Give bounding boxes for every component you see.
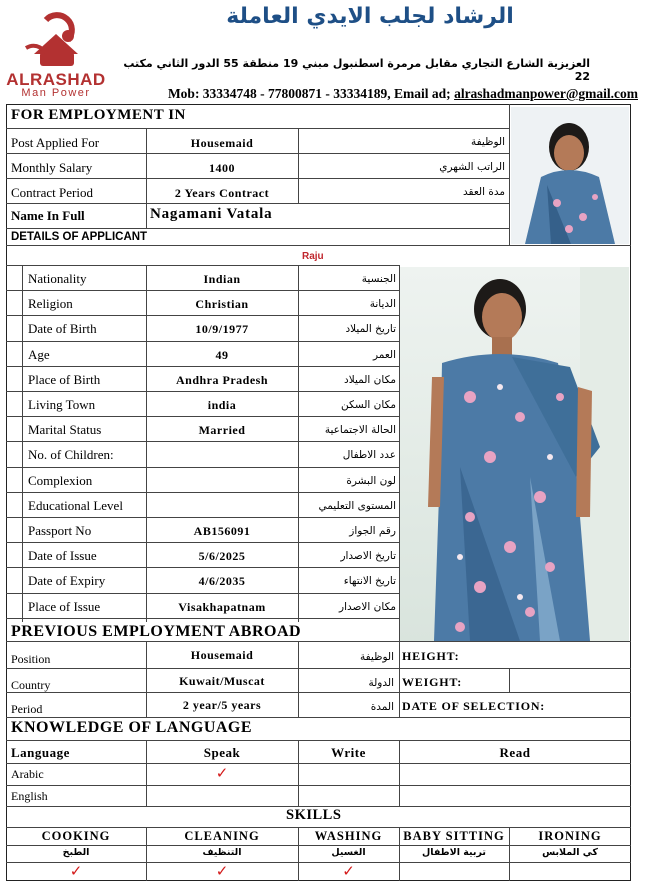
applicant-label: Date of Expiry — [28, 573, 106, 588]
name-value: Nagamani Vatala — [150, 206, 273, 222]
applicant-label: Nationality — [28, 271, 87, 286]
grid-line-h — [6, 265, 400, 266]
grid-line-v — [509, 668, 510, 692]
applicant-photo-large — [400, 267, 629, 641]
grid-line-h — [6, 618, 400, 619]
applicant-label-ar: تاريخ الانتهاء — [343, 575, 396, 587]
previous-value: Kuwait/Muscat — [179, 674, 265, 688]
applicant-value: Visakhapatnam — [178, 600, 266, 614]
applicant-label: Marital Status — [28, 422, 102, 437]
agent-name: Raju — [302, 251, 324, 262]
employment-label-ar: الوظيفة — [470, 136, 505, 148]
company-address-arabic: العزيزية الشارع التجاري مقابل مرمرة اسطنبول مبني 19 منطقة 55 الدور الثاني مكتب 22 — [123, 57, 590, 83]
previous-label: Position — [11, 652, 51, 666]
skill-name-ar: الغسيل — [331, 847, 366, 858]
employment-value: 2 Years Contract — [174, 186, 270, 200]
grid-line-v — [146, 265, 147, 622]
skill-name-ar: التنظيف — [202, 847, 242, 858]
grid-line-h — [6, 391, 400, 392]
previous-label: Country — [11, 678, 51, 692]
grid-line-h — [6, 517, 400, 518]
logo-name: ALRASHAD — [6, 70, 106, 89]
applicant-label-ar: العمر — [372, 349, 396, 361]
grid-line-v — [22, 265, 23, 622]
portrait-large-image — [400, 267, 629, 641]
employment-label-ar: الراتب الشهري — [439, 161, 505, 173]
contact-line — [118, 86, 638, 102]
grid-line-h — [6, 203, 509, 204]
contact-phones: Mob: 33334748 - 77800871 - 33334189, Email ad; — [167, 86, 455, 101]
applicant-value: 10/9/1977 — [195, 322, 249, 336]
grid-line-h — [6, 290, 400, 291]
grid-line-h — [6, 845, 631, 846]
applicant-label: Date of Issue — [28, 548, 97, 563]
grid-line-h — [6, 153, 509, 154]
employment-heading: FOR EMPLOYMENT IN — [11, 107, 186, 123]
employment-value: Housemaid — [190, 136, 254, 150]
previous-label-ar: الوظيفة — [359, 651, 394, 663]
grid-line-h — [6, 128, 509, 129]
applicant-value: Indian — [203, 272, 241, 286]
applicant-label: No. of Children: — [28, 447, 114, 462]
skills-heading: SKILLS — [286, 807, 342, 823]
applicant-label-ar: مكان الاصدار — [339, 601, 396, 613]
grid-line-h — [6, 315, 400, 316]
previous-value: Housemaid — [190, 648, 254, 662]
employment-value: 1400 — [209, 161, 235, 175]
grid-line-h — [6, 492, 400, 493]
grid-line-v — [509, 104, 510, 245]
skill-name: WASHING — [314, 829, 383, 843]
language-column-header: Write — [331, 745, 366, 760]
grid-line-h — [6, 416, 400, 417]
skill-check-icon: ✓ — [342, 862, 355, 880]
language-column-header: Read — [499, 745, 531, 760]
skill-name: IRONING — [538, 829, 602, 843]
grid-line-h — [6, 542, 400, 543]
grid-line-h — [6, 228, 509, 229]
applicant-label-ar: الديانة — [369, 298, 396, 310]
applicant-label-ar: عدد الاطفال — [342, 449, 396, 461]
language-column-header: Speak — [203, 745, 241, 760]
grid-line-h — [6, 763, 631, 764]
skill-name-ar: الطبخ — [62, 847, 90, 858]
applicant-label-ar: تاريخ الميلاد — [345, 323, 396, 335]
portrait-small-image — [511, 107, 629, 244]
skill-name-ar: كي الملابس — [542, 847, 598, 858]
applicant-label: Age — [28, 347, 50, 362]
language-name: English — [11, 789, 48, 803]
applicant-value: Christian — [195, 297, 249, 311]
applicant-label: Place of Issue — [28, 599, 101, 614]
grid-line-v — [399, 641, 400, 717]
skill-check-icon: ✓ — [215, 862, 229, 880]
grid-line-h — [6, 467, 400, 468]
previous-label-ar: المدة — [370, 701, 394, 713]
grid-line-h — [6, 717, 631, 718]
previous-value: 2 year/5 years — [182, 698, 262, 712]
grid-line-v — [298, 128, 299, 203]
grid-line-h — [6, 862, 631, 863]
applicant-label-ar: المستوى التعليمي — [318, 500, 396, 512]
grid-line-h — [6, 740, 631, 741]
skill-check-icon: ✓ — [69, 862, 83, 880]
applicant-value: india — [207, 398, 237, 412]
contact-email[interactable]: alrashadmanpower@gmail.com — [454, 86, 638, 101]
applicant-value: 4/6/2035 — [198, 574, 246, 588]
company-title-arabic: الرشاد لجلب الايدي العاملة — [226, 4, 514, 29]
grid-line-h — [6, 341, 400, 342]
applicant-label: Religion — [28, 296, 73, 311]
applicant-label: Educational Level — [28, 498, 123, 513]
language-name: Arabic — [11, 767, 44, 781]
skill-name: BABY SITTING — [403, 829, 505, 843]
grid-line-h — [6, 692, 631, 693]
applicant-value: Married — [198, 423, 246, 437]
grid-line-h — [6, 178, 509, 179]
applicant-label: Place of Birth — [28, 372, 101, 387]
applicant-value: AB156091 — [193, 524, 251, 538]
applicant-label-ar: الجنسية — [361, 273, 396, 285]
skill-name-ar: تربية الاطفال — [422, 847, 486, 858]
name-label: Name In Full — [11, 208, 85, 223]
employment-label: Post Applied For — [11, 135, 100, 150]
applicant-label: Date of Birth — [28, 321, 97, 336]
grid-line-h — [6, 567, 400, 568]
grid-line-h — [6, 827, 631, 828]
employment-label: Contract Period — [11, 185, 93, 200]
grid-line-h — [6, 441, 400, 442]
employment-label-ar: مدة العقد — [463, 186, 505, 198]
applicant-label-ar: رقم الجواز — [349, 525, 396, 537]
language-column-header: Language — [11, 745, 70, 760]
previous-heading: PREVIOUS EMPLOYMENT ABROAD — [11, 623, 302, 640]
applicant-value: 5/6/2025 — [198, 549, 246, 563]
applicant-photo-small — [511, 107, 629, 244]
grid-line-h — [6, 245, 631, 246]
applicant-label-ar: مكان الميلاد — [344, 374, 396, 386]
grid-line-v — [298, 641, 299, 717]
previous-right-label: WEIGHT: — [402, 675, 463, 689]
grid-line-h — [6, 593, 400, 594]
logo-subtitle: Man Power — [21, 87, 91, 99]
applicant-heading: DETAILS OF APPLICANT — [11, 231, 148, 243]
applicant-value: Andhra Pradesh — [175, 373, 268, 387]
applicant-label-ar: مكان السكن — [341, 399, 396, 411]
grid-line-h — [6, 641, 631, 642]
grid-line-h — [6, 785, 631, 786]
skill-name: COOKING — [41, 829, 111, 843]
applicant-label-ar: تاريخ الاصدار — [340, 550, 396, 562]
language-heading: KNOWLEDGE OF LANGUAGE — [11, 719, 253, 736]
applicant-label: Passport No — [28, 523, 92, 538]
applicant-label: Living Town — [28, 397, 96, 412]
applicant-label-ar: لون البشرة — [346, 475, 396, 487]
previous-label: Period — [11, 702, 43, 716]
language-speak-check-icon: ✓ — [215, 764, 229, 782]
employment-label: Monthly Salary — [11, 160, 93, 175]
previous-label-ar: الدولة — [368, 677, 394, 689]
applicant-label: Complexion — [28, 473, 93, 488]
handshake-logo-icon — [6, 8, 106, 74]
grid-line-h — [6, 668, 631, 669]
grid-line-h — [6, 366, 400, 367]
grid-line-v — [298, 265, 299, 622]
applicant-label-ar: الحالة الاجتماعية — [324, 424, 396, 436]
applicant-value: 49 — [215, 348, 229, 362]
skill-name: CLEANING — [184, 829, 260, 843]
previous-right-label: DATE OF SELECTION: — [402, 699, 546, 713]
previous-right-label: HEIGHT: — [402, 649, 460, 663]
